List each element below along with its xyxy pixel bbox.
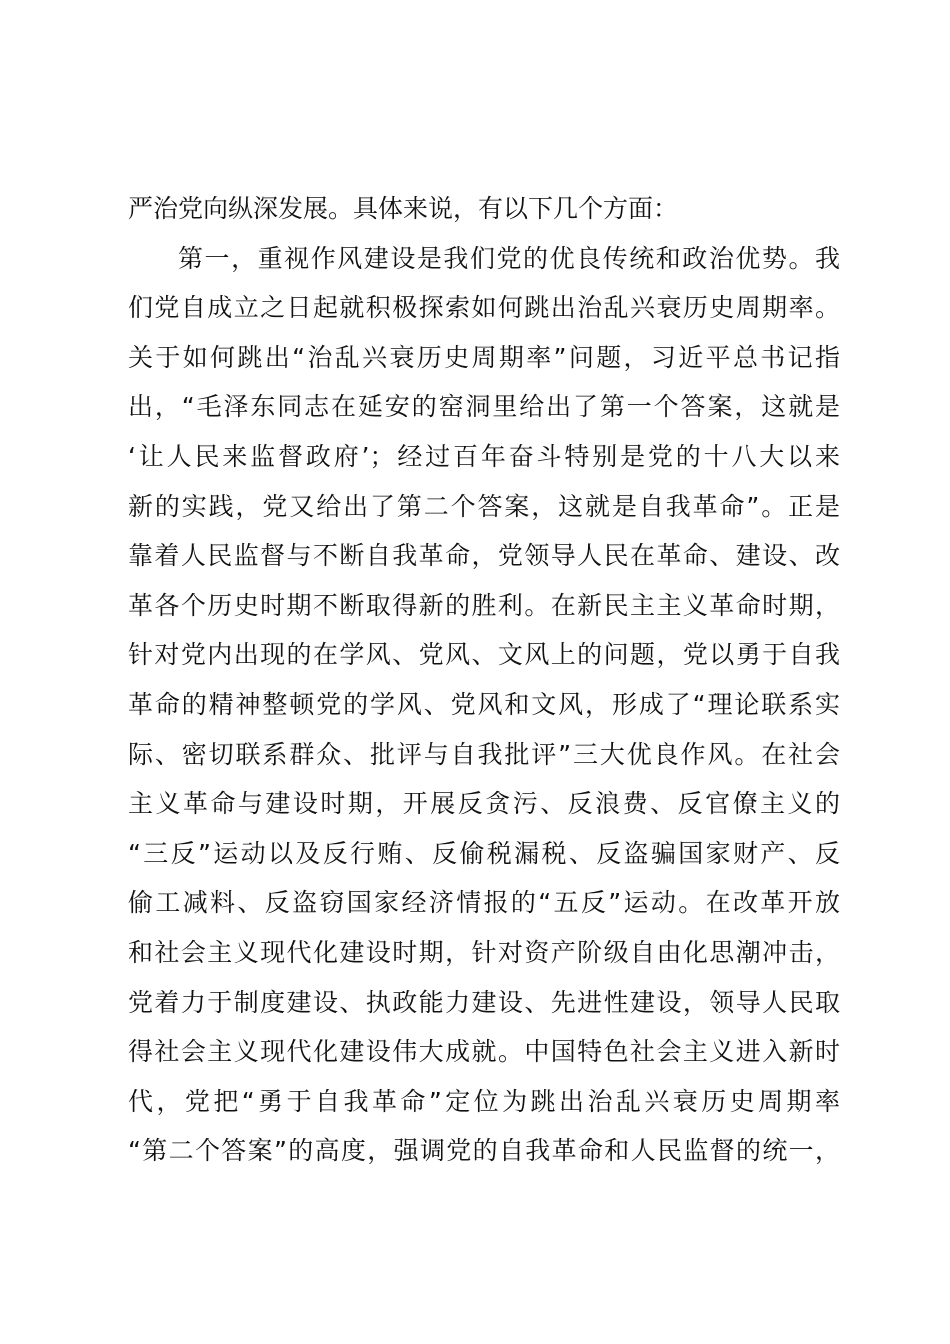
body-text [128,184,840,1176]
text-line: 得社会主义现代化建设伟大成就。中国特色社会主义进入新时 [128,1037,840,1067]
text-line: 革各个历史时期不断取得新的胜利。在新民主主义革命时期， [128,590,840,620]
text-line: 代，党把“勇于自我革命”定位为跳出治乱兴衰历史周期率 [128,1086,840,1116]
text-line: 靠着人民监督与不断自我革命，党领导人民在革命、建设、改 [128,541,840,571]
text-line: “三反”运动以及反行贿、反偷税漏税、反盗骗国家财产、反 [128,838,840,868]
text-line: 们党自成立之日起就积极探索如何跳出治乱兴衰历史周期率。 [128,293,840,323]
text-line: 出，“毛泽东同志在延安的窑洞里给出了第一个答案，这就是 [128,392,840,422]
text-line: 党着力于制度建设、执政能力建设、先进性建设，领导人民取 [128,987,840,1017]
text-line: 际、密切联系群众、批评与自我批评”三大优良作风。在社会 [128,739,840,769]
paragraph-first-line: 第一，重视作风建设是我们党的优良传统和政治优势。我 [178,243,840,273]
text-line: 偷工减料、反盗窃国家经济情报的“五反”运动。在改革开放 [128,888,840,918]
text-line: 针对党内出现的在学风、党风、文风上的问题，党以勇于自我 [128,640,840,670]
text-line: 新的实践，党又给出了第二个答案，这就是自我革命”。正是 [128,491,840,521]
text-line: ‘让人民来监督政府’；经过百年奋斗特别是党的十八大以来 [128,441,840,471]
text-line: 和社会主义现代化建设时期，针对资产阶级自由化思潮冲击， [128,937,840,967]
text-line: 关于如何跳出“治乱兴衰历史周期率”问题，习近平总书记指 [128,342,840,372]
text-line: 革命的精神整顿党的学风、党风和文风，形成了“理论联系实 [128,689,840,719]
text-line: 主义革命与建设时期，开展反贪污、反浪费、反官僚主义的 [128,789,840,819]
text-line: 严治党向纵深发展。具体来说，有以下几个方面： [128,194,679,223]
text-line: “第二个答案”的高度，强调党的自我革命和人民监督的统一， [128,1136,840,1166]
